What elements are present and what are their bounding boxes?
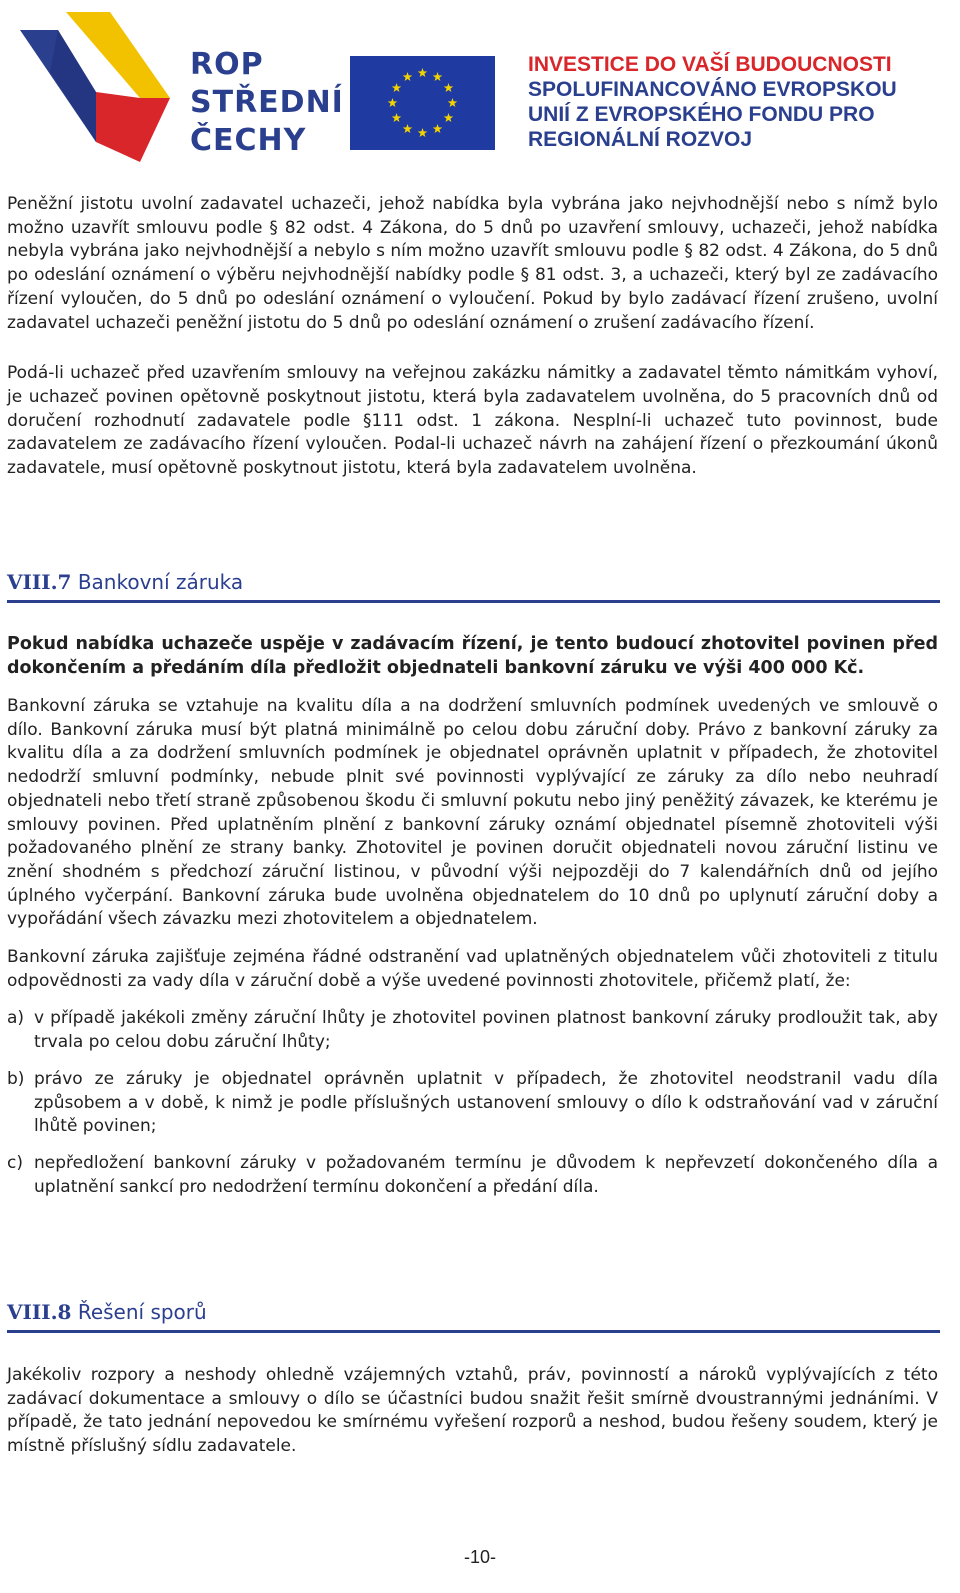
eu-flag-icon <box>350 56 495 150</box>
list-item <box>7 1068 938 1139</box>
list-text: právo ze záruky je objednatel oprávněn uplatnit v případech, že zhotovitel neodstranil vadu díla způsobem a v době, k nimž je podle příslušných ustanovení smlouvy o dílo k odstraňování vad v záruční lhůtě povinen; <box>34 1068 938 1137</box>
paragraph-disputes: Jakékoliv rozpory a neshody ohledně vzájemných vztahů, práv, povinností a nároků vyplývajících z této zadávací dokumentace a smlouvy o dílo se účastníci budou snažit řešit smírně dvoustrannými jednáními. V případě, že tato jednání nepovedou ke smírnému vyřešení rozporů a neshod, budou řešeny soudem, který je místně příslušný sídlu zadavatele. <box>7 1365 938 1457</box>
list-marker: b) <box>7 1068 25 1089</box>
list-text: nepředložení bankovní záruky v požadovaném termínu je důvodem k nepřevzetí dokončeného díla a uplatnění sankcí pro nedodržení termínu dokončení a předání díla. <box>34 1152 938 1197</box>
section-title: Řešení sporů <box>77 1300 207 1324</box>
section-heading-dispute-resolution <box>7 1300 940 1333</box>
paragraph-deposit-release: Peněžní jistotu uvolní zadavatel uchazeči, jehož nabídka byla vybrána jako nejvhodnější nebo s nímž bylo možno uzavřít smlouvu podle § 82 odst. 4 Zákona, do 5 dnů po uzavření smlouvy, uchazeči, jehož nabídka nebyla vybrána jako nejvhodnější a nebylo s ním možno uzavřít smlouvu podle § 82 odst. 4 Zákona, do 5 dnů po odeslání oznámení o výběru nejvhodnější nabídky podle § 81 odst. 3, a uchazeči, který byl ze zadávacího řízení vyloučen, do 5 dnů po odeslání oznámení o vyloučení. Pokud by bylo zadávací řízení zrušeno, uvolní zadavatel uchazeči peněžní jistotu do 5 dnů po odeslání oznámení o zrušení zadávacího řízení. <box>7 194 938 333</box>
rop-chevron-logo <box>20 12 190 162</box>
page-number: -10- <box>463 1547 496 1567</box>
document-header <box>0 0 960 170</box>
section-heading-bank-guarantee <box>7 570 940 603</box>
intro-text-block <box>7 193 938 481</box>
list-marker: a) <box>7 1008 25 1029</box>
list-item <box>7 1007 938 1054</box>
list-marker: c) <box>7 1152 23 1173</box>
list-item <box>7 1152 938 1199</box>
section-title: Bankovní záruka <box>77 570 244 594</box>
section-number: VIII.7 <box>7 570 72 594</box>
paragraph-guarantee-secures: Bankovní záruka zajišťuje zejména řádné odstranění vad uplatněných objednatelem vůči zhotoviteli z titulu odpovědnosti za vady díla v záruční době a výše uvedené povinnosti zhotovitele, přičemž platí, že: <box>7 947 938 991</box>
bank-guarantee-section <box>7 632 938 1212</box>
rop-logo-text: ROP STŘEDNÍ ČECHY <box>190 47 344 158</box>
dispute-resolution-section <box>7 1364 938 1459</box>
paragraph-guarantee-scope: Bankovní záruka se vztahuje na kvalitu díla a na dodržení smluvních podmínek uvedených ve smlouvě o dílo. Bankovní záruka musí být platná minimálně po celou dobu záruční doby. Právo z bankovní záruky za kvalitu díla a za dodržení smluvních podmínek je objednatel oprávněn uplatnit v případech, že zhotovitel nedodrží smluvní podmínky, nebude plnit své povinnosti vyplývající ze záruky za dílo nebo neuhradí objednateli nebo třetí straně způsobenou škodu či smluvní pokutu nebo jiný peněžitý závazek, ke kterému je smlouvy povinen. Před uplatněním plnění z bankovní záruky oznámí objednatel písemně zhotoviteli výši požadovaného plnění ze strany banky. Zhotovitel je povinen doručit objednateli novou záruční listinu ve znění shodném s předchozí záruční listinou, v původní výši nejpozději do 7 kalendářních dnů od jejího úplného vyčerpání. Bankovní záruka bude uvolněna objednatelem do 10 dnů po uplynutí záruční doby a vypořádání všech závazku mezi zhotovitelem a objednatelem. <box>7 696 938 930</box>
bold-requirement-paragraph: Pokud nabídka uchazeče uspěje v zadávacím řízení, je tento budoucí zhotovitel povinen před dokončením a předáním díla předložit objednateli bankovní záruku ve výši 400 000 Kč. <box>7 634 938 678</box>
section-number: VIII.8 <box>7 1300 72 1324</box>
eu-funding-text: INVESTICE DO VAŠÍ BUDOUCNOSTI SPOLUFINANCOVÁNO EVROPSKOU UNIÍ Z EVROPSKÉHO FONDU PRO REGIONÁLNÍ ROZVOJ <box>528 53 897 151</box>
list-text: v případě jakékoli změny záruční lhůty je zhotovitel povinen platnost bankovní záruky prodloužit tak, aby trvala po celou dobu záruční lhůty; <box>34 1008 938 1053</box>
paragraph-objections: Podá-li uchazeč před uzavřením smlouvy na veřejnou zakázku námitky a zadavatel těmto námitkám vyhoví, je uchazeč povinen opětovně poskytnout jistotu, která byla zadavatelem uvolněna, do 5 pracovních dnů od doručení rozhodnutí zadavatele podle §111 odst. 1 zákona. Nesplní-li uchazeč tuto povinnost, bude zadavatelem ze zadávacího řízení vyloučen. Podal-li uchazeč návrh na zahájení řízení o přezkoumání úkonů zadavatele, musí opětovně poskytnout jistotu, která byla zadavatelem uvolněna. <box>7 363 938 479</box>
